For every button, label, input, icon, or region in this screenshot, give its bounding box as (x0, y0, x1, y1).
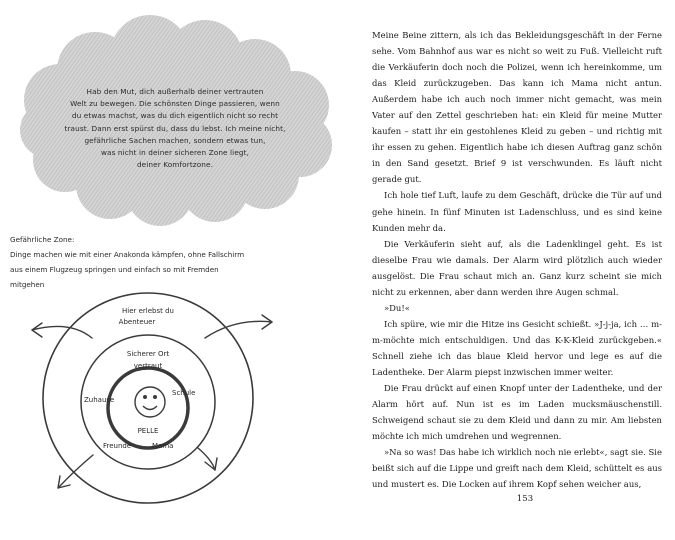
page-number: 153 (516, 494, 534, 504)
paragraph: Meine Beine zittern, als ich das Bekleidungsgeschäft in der Ferne sehe. Vom Bahnhof aus war es nicht so weit zu Fuß. Vielleicht ruft die Verkäuferin doch noch die Polizei, wenn ich hereinkomme, um das Kleid zurückzugeben. Das kann ich Mama nicht antun. Außerdem habe ich auch noch immer nicht gemacht, was mein Vater auf den Zettel geschrieben hat: ein Kleid für meine Mutter kaufen – statt ihr ein gestohlenes Kleid zu geben – und richtig mit ihr essen zu gehen. Eigentlich habe ich diesen Auftrag ganz schön in den Sand gesetzt. Brief 9 ist verschwunden. Es läuft nicht gerade gut. (372, 30, 662, 185)
freunde-label: Freunde (103, 442, 132, 450)
danger-line: aus einem Flugzeug springen und einfach so mit Fremden (10, 265, 219, 274)
paragraph: Ich hole tief Luft, laufe zu dem Geschäft, drücke die Tür auf und gehe hinein. In fünf Minuten ist Ladenschluss, und es sind keine Kunden mehr da. (372, 190, 662, 233)
cloud-quote (40, 86, 310, 171)
paragraph: »Na so was! Das habe ich wirklich noch nie erlebt«, sagt sie. Sie beißt sich auf die Lippe und greift nach dem Kleid, schüttelt es aus und mustert es. Die Locken auf ihrem Kopf sehen weicher aus, (372, 447, 662, 490)
middle-label: Sicherer Ort (126, 350, 170, 358)
cloud-line: deiner Komfortzone. (136, 160, 214, 170)
inner-circle (108, 368, 188, 448)
danger-zone-note (10, 232, 330, 292)
middle-label: vertraut (133, 362, 163, 370)
cloud-line: du etwas machst, was du dich eigentlich nicht so recht (71, 111, 279, 121)
paragraph: Die Verkäuferin sieht auf, als die Ladenklingel geht. Es ist dieselbe Frau wie damals. Der Alarm wird plötzlich auch wieder ausgelöst. Die Frau schaut mich an. Ganz kurz scheint sie mich nicht zu erkennen, aber dann werden ihre Augen schmal. (372, 238, 662, 297)
zuhause-label: Zuhause (84, 396, 115, 404)
arrow-bottom-right (198, 448, 215, 470)
cloud-line: traust. Dann erst spürst du, dass du lebst. Ich meine nicht, (64, 123, 286, 133)
danger-line: Dinge machen wie mit einer Anakonda kämpfen, ohne Fallschirm (10, 250, 245, 259)
paragraph: Die Frau drückt auf einen Knopf unter der Ladentheke, und der Alarm hört auf. Nun ist es im Laden mucksmäuschenstill. Schweigend schaut sie zu dem Kleid und dann zu mir. Am liebsten möchte ich mich umdrehen und wegrennen. (372, 383, 662, 442)
schule-label: Schule (172, 389, 196, 397)
right-page-text (372, 27, 662, 492)
cloud-line: gefährliche Sachen machen, sondern etwas tun, (84, 135, 266, 145)
danger-line: mitgehen (10, 280, 45, 289)
paragraph: Ich spüre, wie mir die Hitze ins Gesicht schießt. »J-j-ja, ich … m-m-möchte mich entschuldigen. Und das K-K-Kleid zurückgeben.« Schnell ziehe ich das blaue Kleid hervor und lege es auf die Ladentheke. Der Alarm piepst inzwischen immer weiter. (372, 318, 662, 377)
danger-heading: Gefährliche Zone: (10, 235, 75, 244)
paragraph: »Du!« (384, 302, 410, 313)
outer-label: Hier erlebst du (122, 307, 174, 315)
pelle-label: PELLE (137, 427, 159, 435)
mama-label: Mama (152, 442, 174, 450)
smiley-icon (135, 387, 165, 417)
cloud-line: was nicht in deiner sicheren Zone liegt, (100, 148, 250, 158)
comfort-zone-diagram (0, 290, 350, 540)
cloud-line: Hab den Mut, dich außerhalb deiner vertrauten (86, 87, 264, 96)
outer-label: Abenteuer (118, 318, 156, 326)
cloud-line: Welt zu bewegen. Die schönsten Dinge passieren, wenn (70, 99, 280, 109)
